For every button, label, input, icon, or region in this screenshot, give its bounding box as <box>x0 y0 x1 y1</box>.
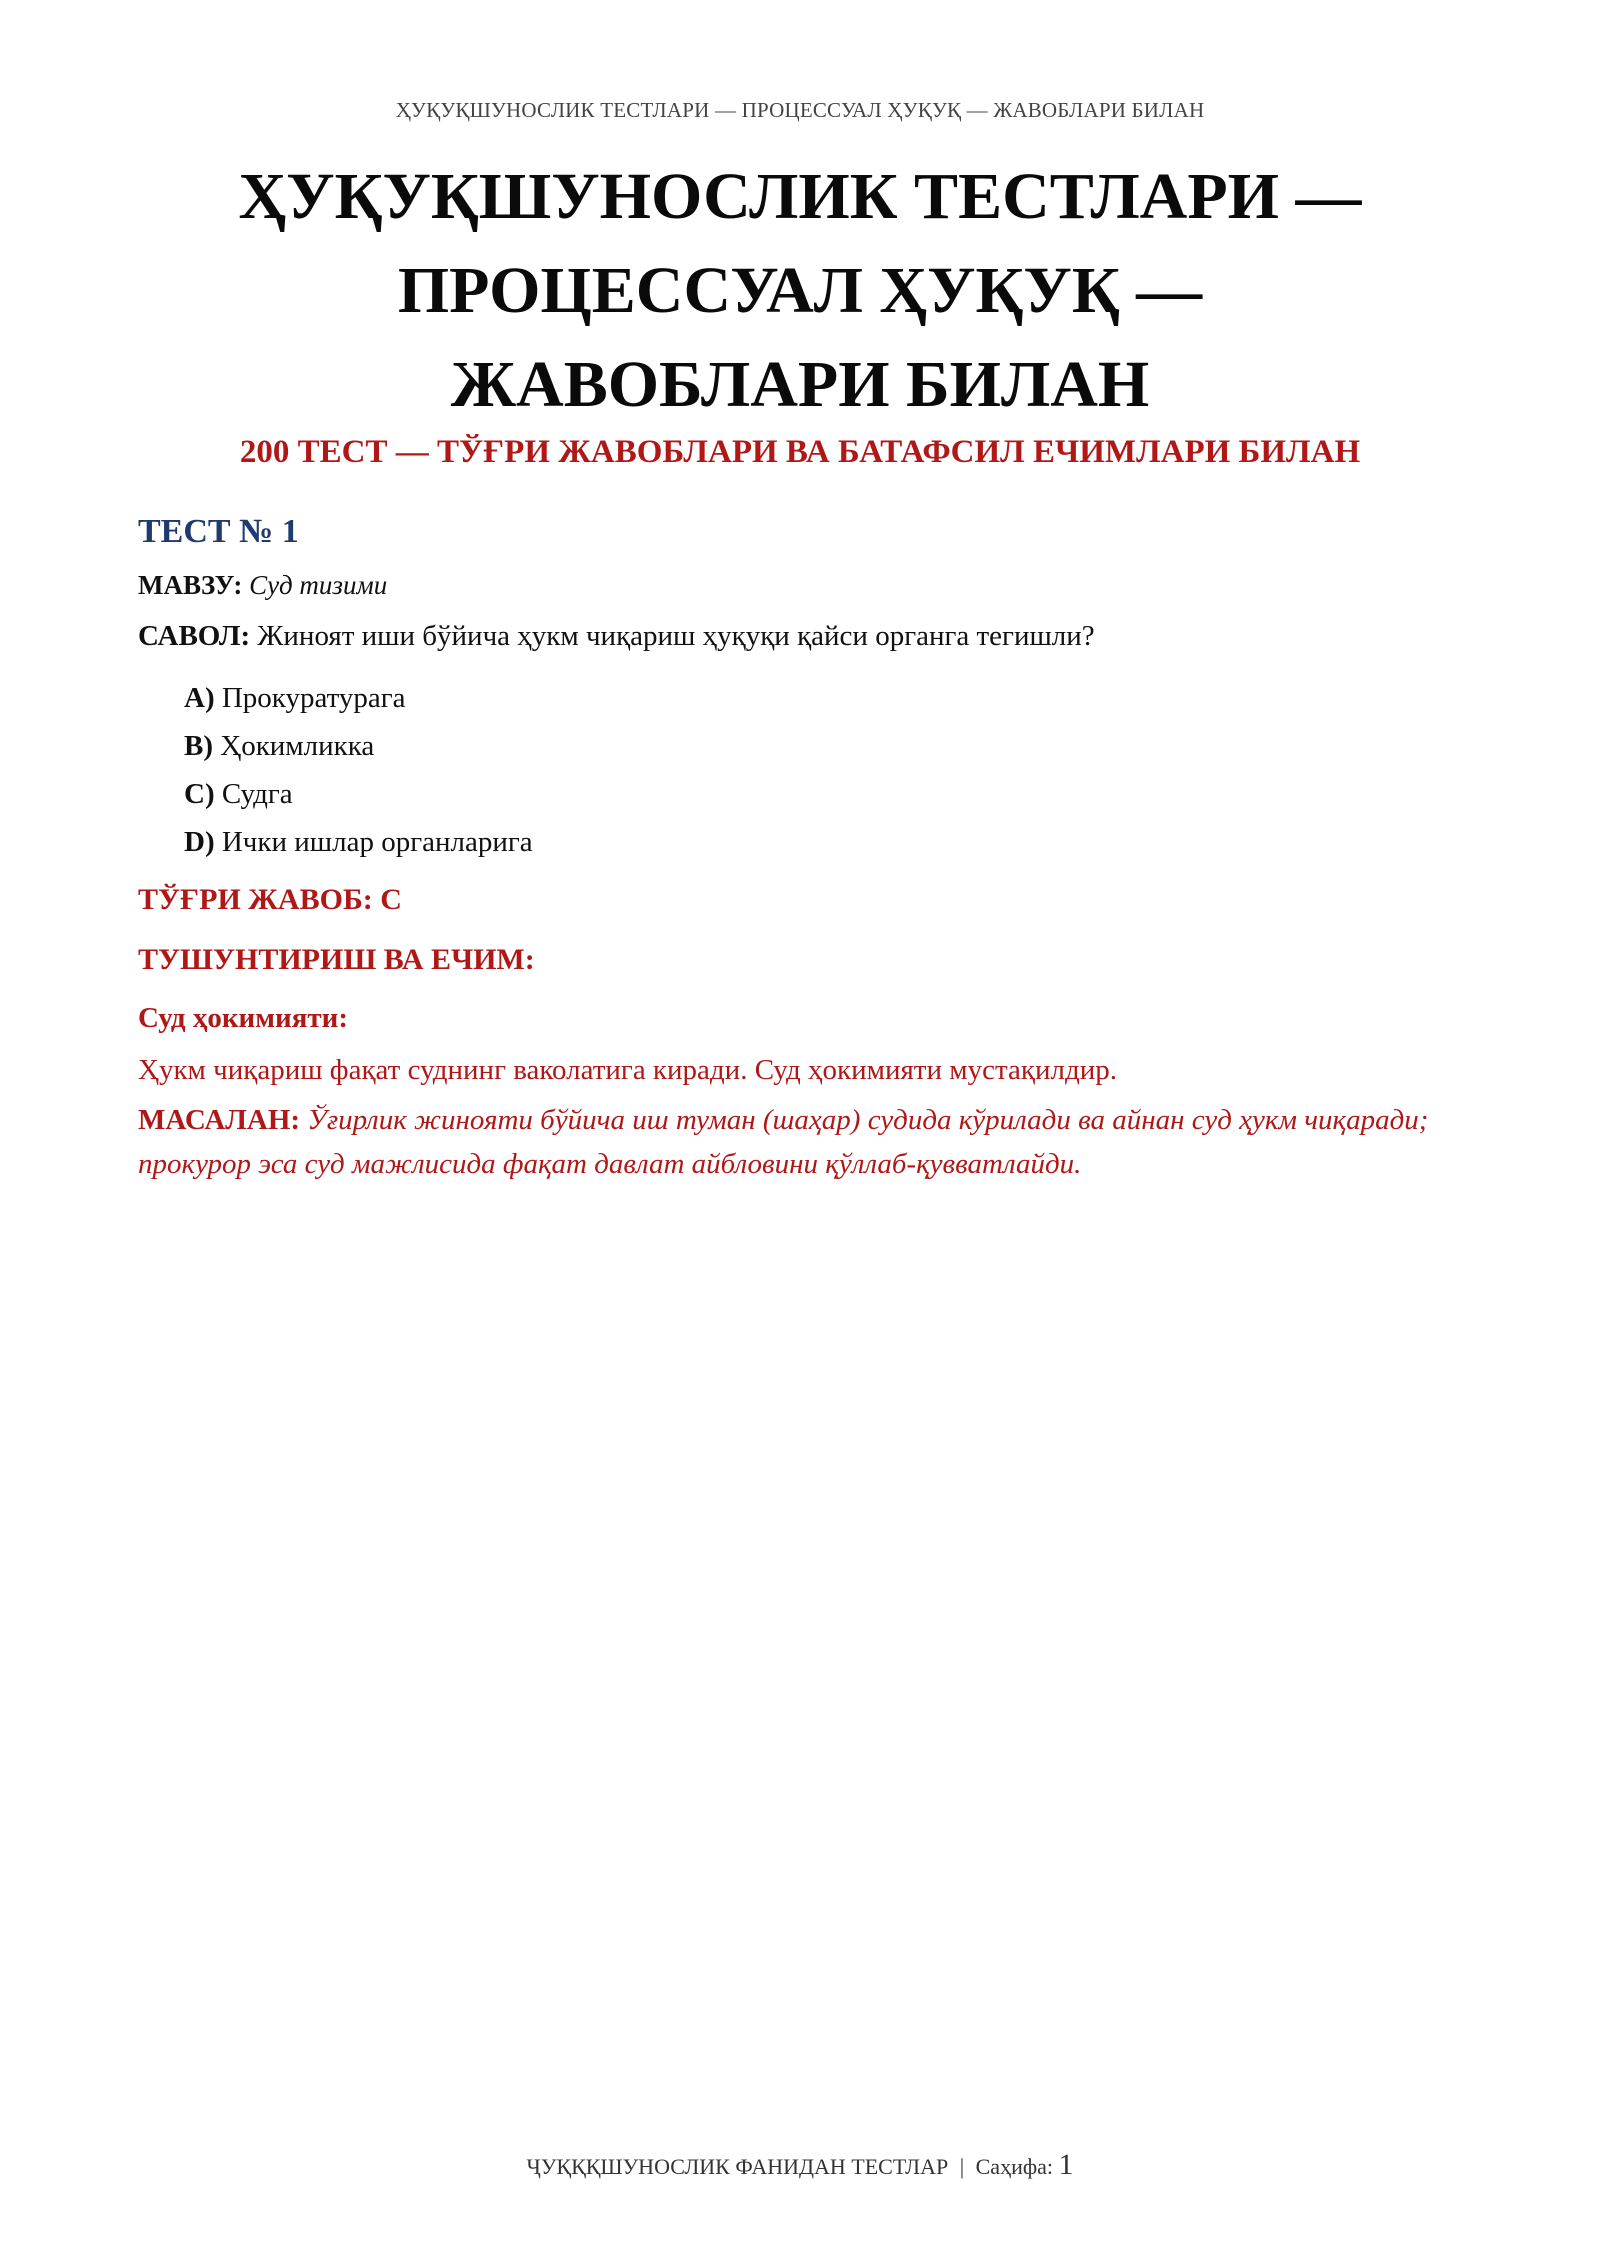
footer-page-label: Саҳифа: <box>975 2154 1053 2179</box>
page-footer <box>0 2148 1600 2182</box>
page-title-line-3: ЖАВОБЛАРИ БИЛАН <box>450 348 1150 421</box>
option-a <box>184 674 1468 722</box>
question-text: Жиноят иши бўйича ҳукм чиқариш ҳуқуқи қайси органга тегишли? <box>257 620 1095 652</box>
test-block <box>138 506 1468 1186</box>
option-text: Ҳокимликка <box>220 730 375 762</box>
example-label: МАСАЛАН: <box>138 1104 301 1136</box>
example-text: Ўғирлик жинояти бўйича иш туман (шаҳар) судида кўрилади ва айнан суд ҳукм чиқаради; прокурор эса суд мажлисида фақат давлат айбловини қўллаб-қувватлайди. <box>138 1104 1429 1180</box>
option-text: Ички ишлар органларига <box>221 826 533 858</box>
example-paragraph <box>138 1098 1468 1186</box>
page-title-line-1: ҲУҚУҚШУНОСЛИК ТЕСТЛАРИ — <box>238 160 1362 233</box>
option-b <box>184 722 1468 770</box>
correct-answer: ТЎҒРИ ЖАВОБ: C <box>138 883 402 916</box>
option-text: Судга <box>221 778 293 810</box>
explanation-heading: ТУШУНТИРИШ ВА ЕЧИМ: <box>138 943 535 976</box>
option-letter: A) <box>184 682 215 714</box>
running-header: ҲУҚУҚШУНОСЛИК ТЕСТЛАРИ — ПРОЦЕССУАЛ ҲУҚУҚ — ЖАВОБЛАРИ БИЛАН <box>395 98 1205 122</box>
option-letter: B) <box>184 730 213 762</box>
option-c <box>184 770 1468 818</box>
topic-value: Суд тизими <box>249 570 388 600</box>
footer-separator: | <box>959 2154 965 2179</box>
topic-line <box>138 562 1468 608</box>
question-label: САВОЛ: <box>138 620 251 652</box>
test-number: ТЕСТ № 1 <box>138 513 299 550</box>
explanation-text: Ҳукм чиқариш фақат суднинг ваколатига киради. Суд ҳокимияти мустақилдир. <box>138 1054 1117 1086</box>
page-subtitle: 200 ТЕСТ — ТЎҒРИ ЖАВОБЛАРИ ВА БАТАФСИЛ ЕЧИМЛАРИ БИЛАН <box>239 434 1361 470</box>
option-text: Прокуратурага <box>221 682 406 714</box>
footer-title: ҶУҚҚҚШУНОСЛИК ФАНИДАН ТЕСТЛАР <box>526 2154 949 2179</box>
footer-page-number: 1 <box>1058 2148 1074 2181</box>
page-title <box>140 150 1460 432</box>
answer-options <box>138 674 1468 866</box>
option-letter: D) <box>184 826 215 858</box>
question-line <box>138 612 1468 660</box>
topic-label: МАВЗУ: <box>138 570 243 600</box>
option-letter: C) <box>184 778 215 810</box>
explanation-subheading: Суд ҳокимияти: <box>138 1002 348 1034</box>
page-title-line-2: ПРОЦЕССУАЛ ҲУҚУҚ — <box>397 254 1203 327</box>
option-d <box>184 818 1468 866</box>
